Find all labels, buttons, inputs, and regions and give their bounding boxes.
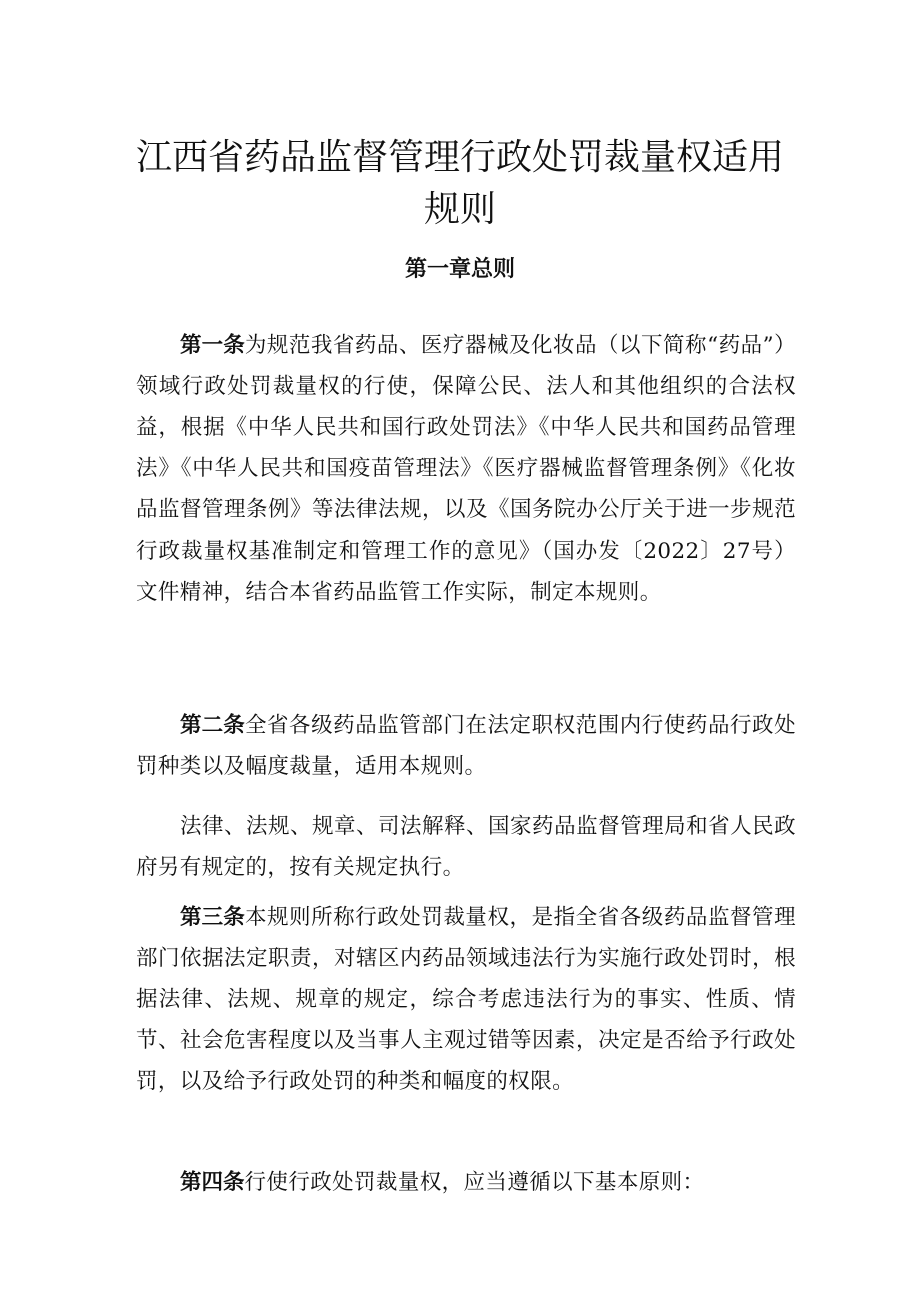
title-line-2: 规则 <box>423 189 496 231</box>
article-2 <box>136 705 796 787</box>
chapter-heading: 第一章总则 <box>404 257 515 282</box>
article-text: 行使行政处罚裁量权，应当遵循以下基本原则： <box>244 1169 705 1195</box>
article-2-paragraph-2 <box>136 806 796 888</box>
article-text: 全省各级药品监管部门在法定职权范围内行使药品行政处罚种类以及幅度裁量，适用本规则。 <box>136 712 796 779</box>
article-3 <box>136 897 796 1103</box>
article-1 <box>136 325 796 613</box>
article-label: 第四条 <box>180 1169 245 1195</box>
article-text: 为规范我省药品、医疗器械及化妆品（以下简称“药品”）领域行政处罚裁量权的行使，保障公民、法人和其他组织的合法权益，根据《中华人民共和国行政处罚法》《中华人民共和国药品管理法》《中华人民共和国疫苗管理法》《医疗器械监督管理条例》《化妆品监督管理条例》等法律法规，以及《国务院办公厅关于进一步规范行政裁量权基准制定和管理工作的意见》（国办发〔2022〕27号）文件精神，结合本省药品监管工作实际，制定本规则。 <box>136 332 796 605</box>
article-text: 本规则所称行政处罚裁量权，是指全省各级药品监督管理部门依据法定职责，对辖区内药品领域违法行为实施行政处罚时，根据法律、法规、规章的规定，综合考虑违法行为的事实、性质、情节、社会危害程度以及当事人主观过错等因素，决定是否给予行政处罚，以及给予行政处罚的种类和幅度的权限。 <box>136 904 796 1095</box>
article-text: 法律、法规、规章、司法解释、国家药品监督管理局和省人民政府另有规定的，按有关规定执行。 <box>136 813 796 880</box>
article-label: 第二条 <box>180 712 245 738</box>
document-title <box>120 132 800 236</box>
title-line-1: 江西省药品监督管理行政处罚裁量权适用 <box>135 137 784 179</box>
article-label: 第三条 <box>180 904 245 930</box>
article-4 <box>136 1162 796 1203</box>
article-label: 第一条 <box>180 332 245 358</box>
